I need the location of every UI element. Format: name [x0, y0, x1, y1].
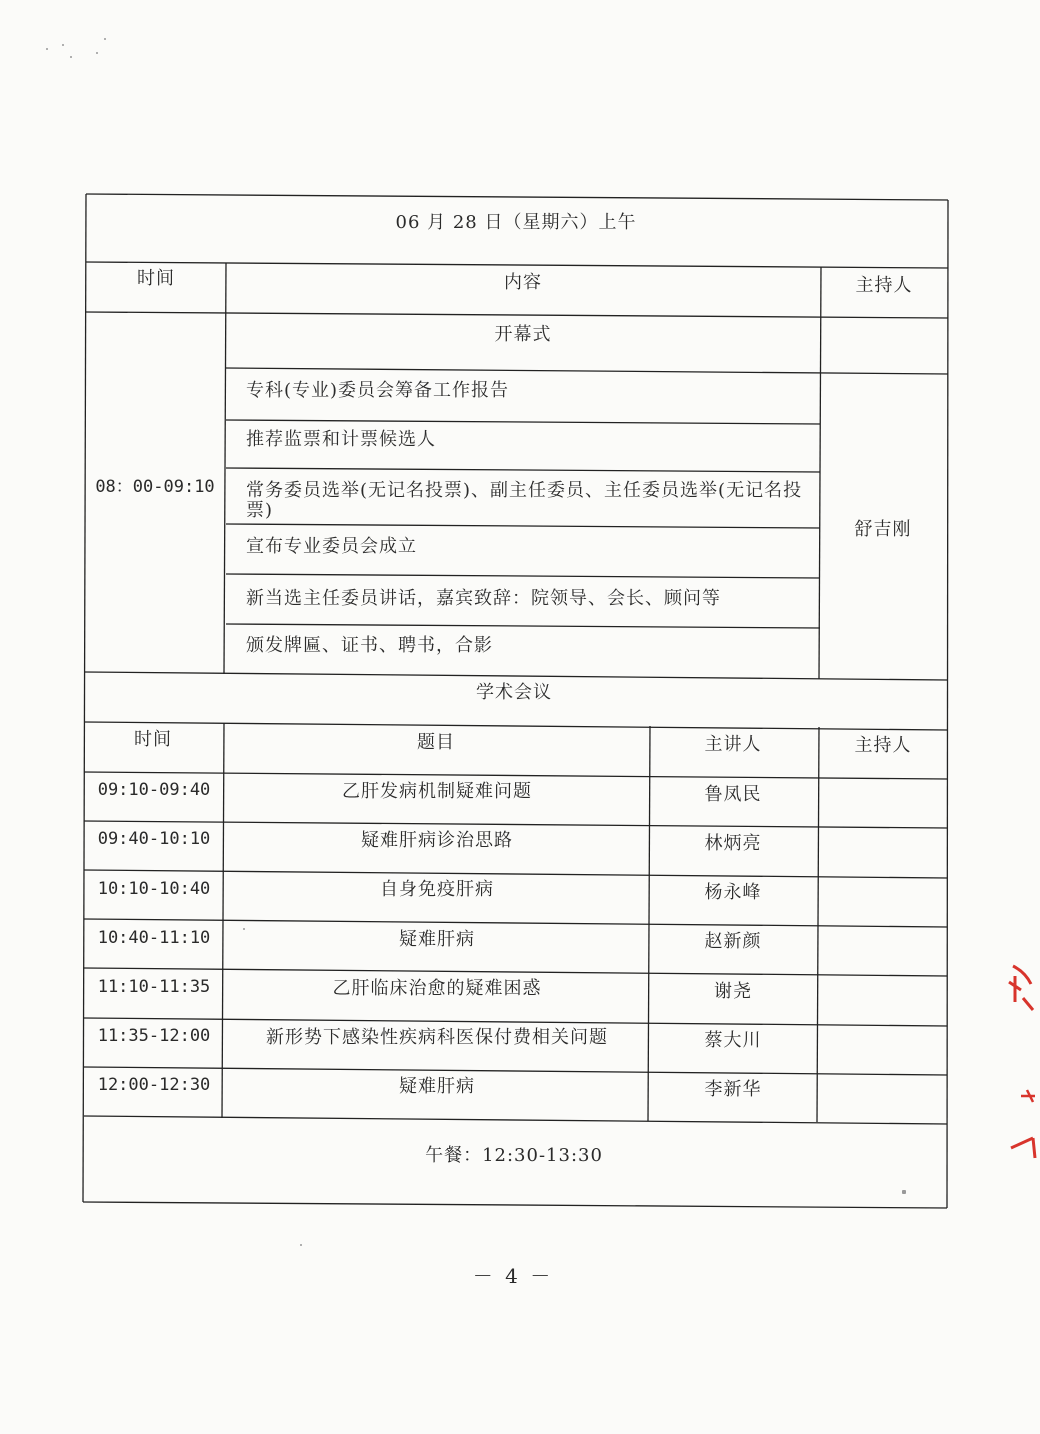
session-speaker: 杨永峰: [704, 882, 762, 903]
session-topic: 疑难肝病: [399, 929, 475, 950]
session-time: 11:10-11:35: [97, 977, 211, 997]
ceremony-col-host-header: 主持人: [855, 275, 913, 296]
ceremony-item-opening: 开幕式: [494, 324, 552, 345]
ceremony-item: 宣布专业委员会成立: [246, 536, 417, 557]
session-speaker: 赵新颜: [704, 931, 762, 952]
session-topic: 疑难肝病: [399, 1076, 475, 1097]
ceremony-col-content-header: 内容: [504, 272, 542, 293]
lunch-note: 午餐：12:30-13:30: [425, 1145, 603, 1166]
session-speaker: 林炳亮: [704, 833, 762, 854]
session-topic: 乙肝临床治愈的疑难困惑: [332, 978, 542, 999]
ceremony-item: 专科(专业)委员会筹备工作报告: [246, 380, 510, 401]
ceremony-col-time-header: 时间: [137, 268, 175, 289]
ceremony-item: 颁发牌匾、证书、聘书，合影: [246, 635, 493, 656]
session-time: 11:35-12:00: [97, 1026, 211, 1046]
session-time: 09:10-09:40: [97, 780, 211, 800]
session-speaker: 李新华: [704, 1079, 762, 1100]
session-speaker: 蔡大川: [704, 1030, 762, 1051]
ceremony-item: 推荐监票和计票候选人: [246, 429, 436, 450]
academic-section-title: 学术会议: [476, 682, 552, 703]
session-topic: 自身免疫肝病: [380, 879, 494, 900]
session-topic: 疑难肝病诊治思路: [361, 830, 513, 851]
schedule-title: 06 月 28 日（星期六）上午: [395, 212, 637, 233]
session-time: 12:00-12:30: [97, 1075, 211, 1095]
academic-col-topic-header: 题目: [417, 732, 455, 753]
ceremony-item: 常务委员选举(无记名投票)、副主任委员、主任委员选举(无记名投票): [246, 480, 803, 521]
red-seal-stamp-fragment: [1003, 962, 1039, 1162]
ceremony-time: 08：00-09:10: [95, 477, 215, 497]
academic-col-time-header: 时间: [134, 729, 172, 750]
session-time: 10:40-11:10: [97, 928, 211, 948]
ceremony-host: 舒吉刚: [854, 519, 912, 540]
page-number: － 4 －: [472, 1264, 554, 1288]
session-topic: 新形势下感染性疾病科医保付费相关问题: [266, 1027, 608, 1048]
academic-col-speaker-header: 主讲人: [704, 734, 762, 755]
ceremony-item: 新当选主任委员讲话，嘉宾致辞：院领导、会长、顾问等: [246, 588, 721, 609]
session-topic: 乙肝发病机制疑难问题: [342, 781, 532, 802]
session-time: 10:10-10:40: [97, 879, 211, 899]
academic-col-host-header: 主持人: [854, 735, 912, 756]
session-speaker: 谢尧: [714, 981, 752, 1002]
session-time: 09:40-10:10: [97, 829, 211, 849]
session-speaker: 鲁凤民: [704, 784, 762, 805]
